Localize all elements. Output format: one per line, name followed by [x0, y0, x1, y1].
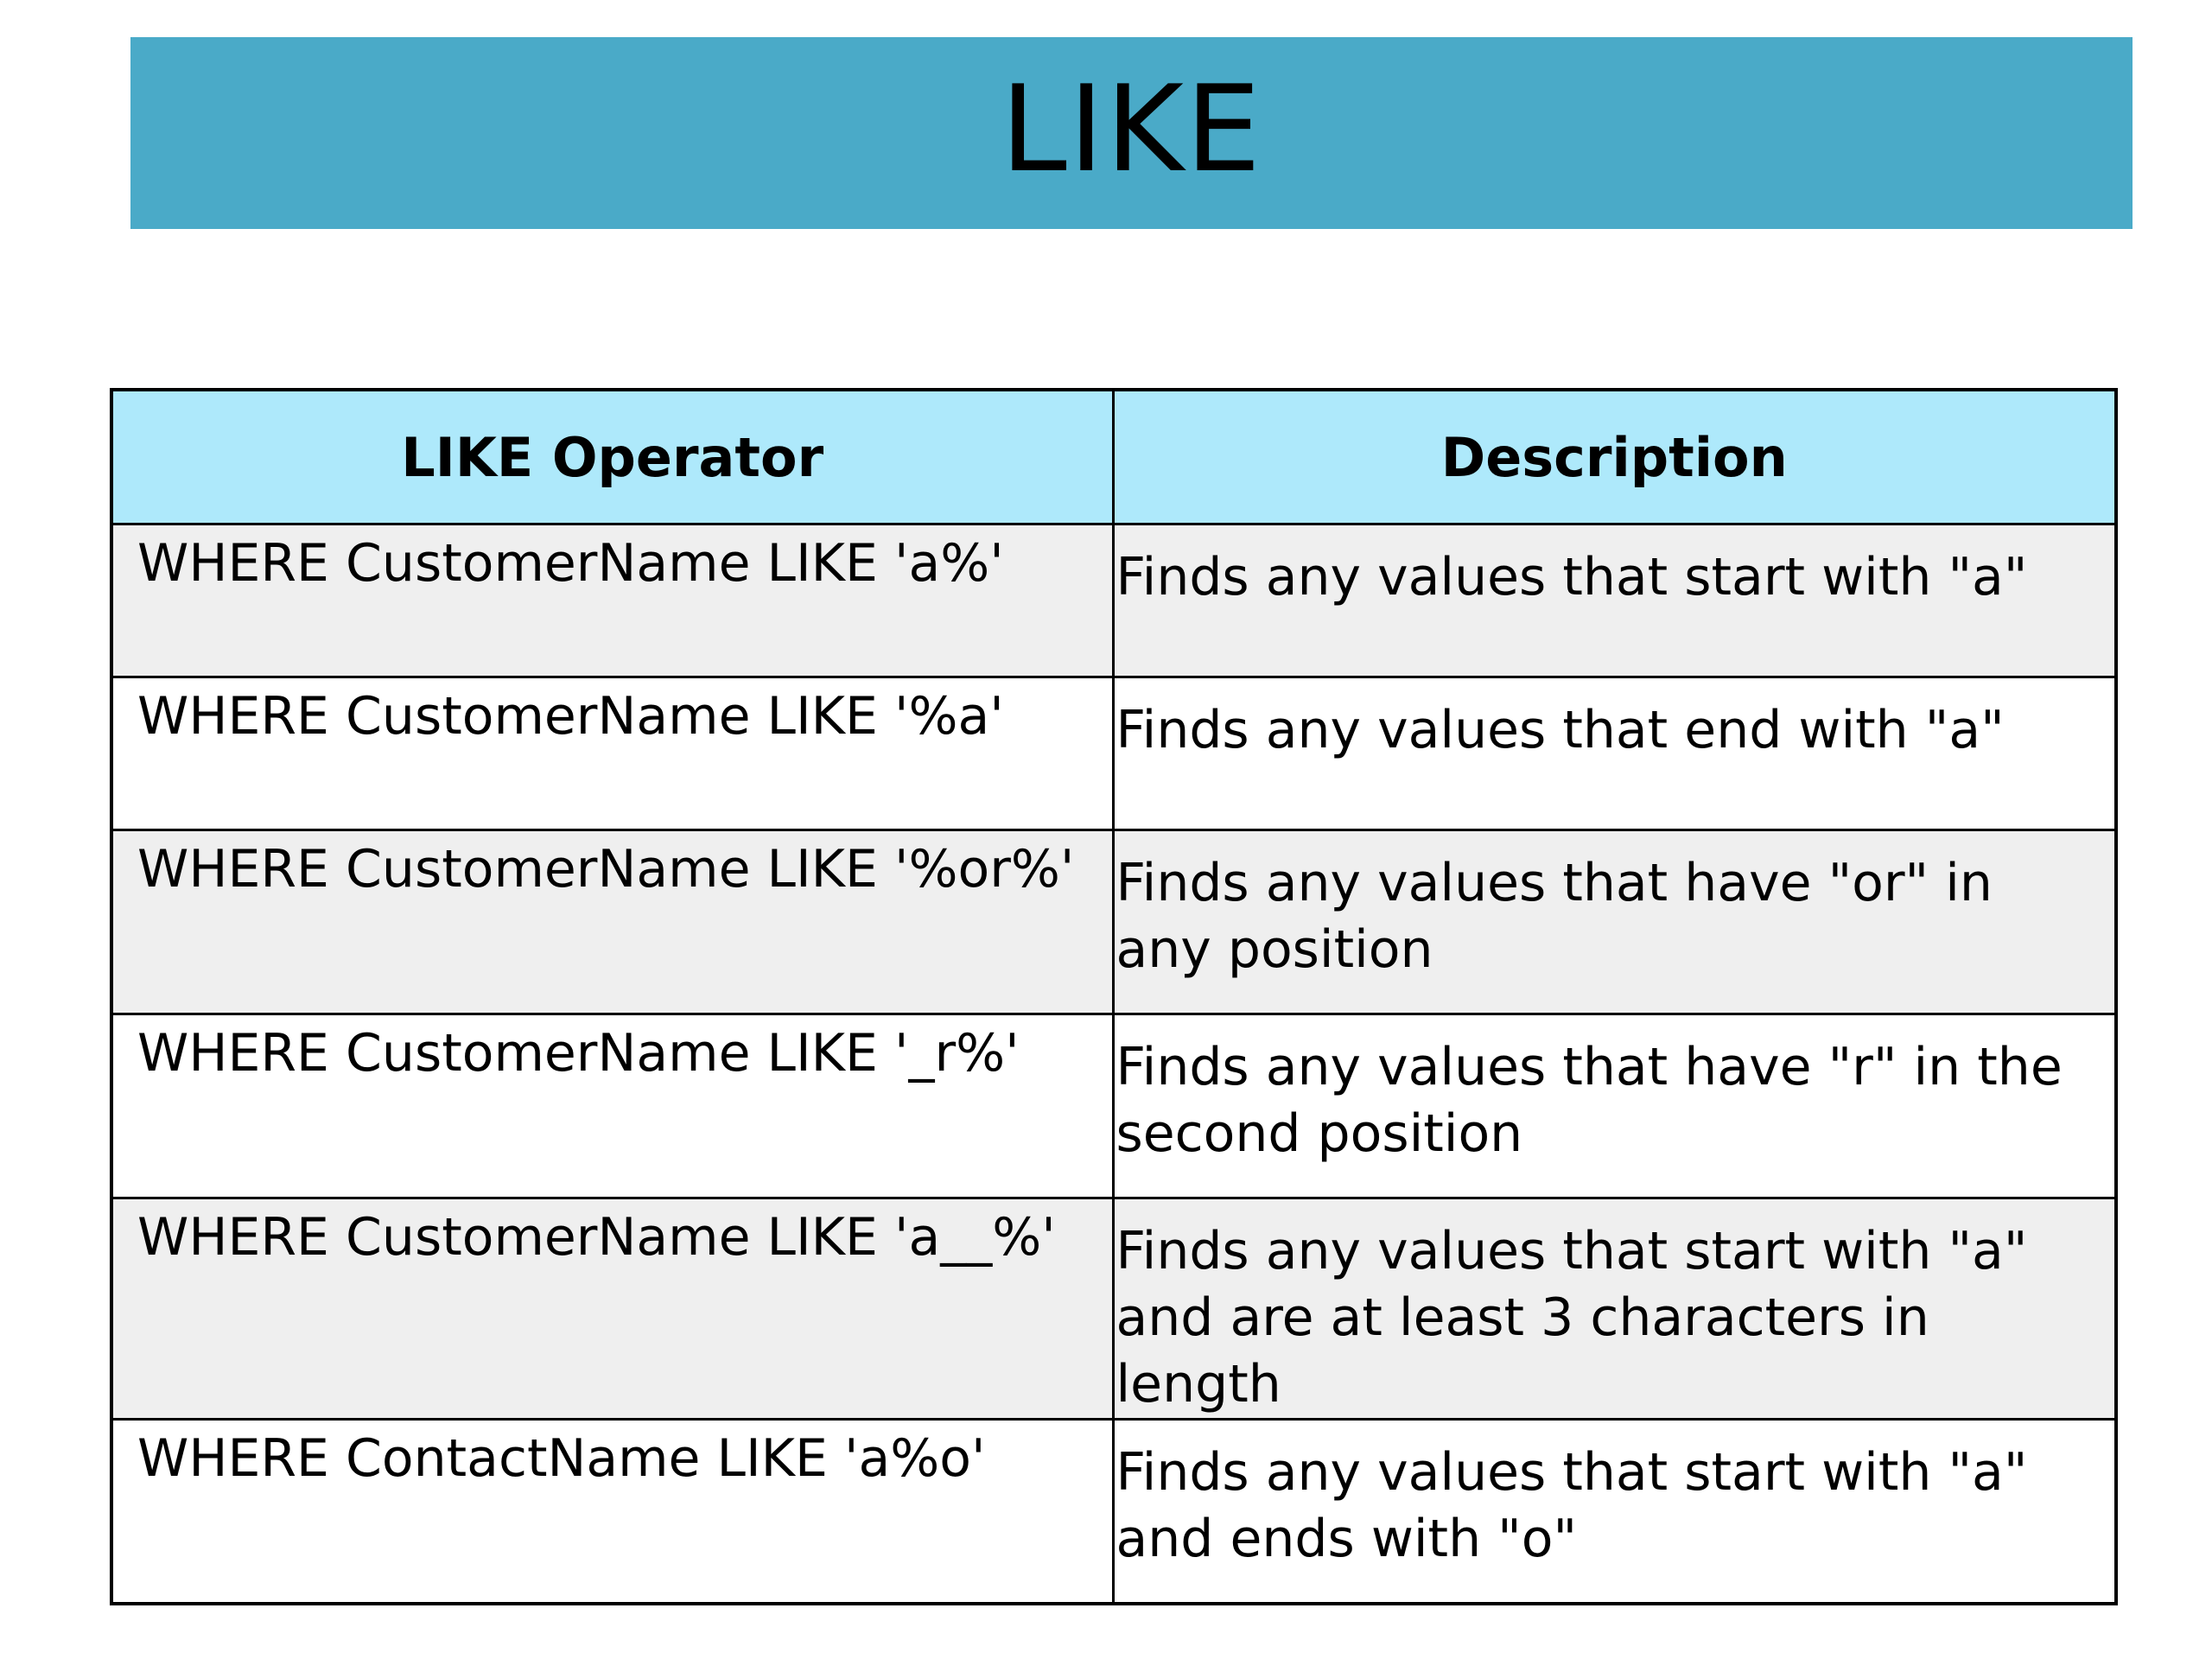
operator-cell: WHERE CustomerName LIKE '%or%' — [111, 830, 1113, 1014]
table-row — [111, 1420, 2116, 1605]
table-row — [111, 1198, 2116, 1420]
description-cell: Finds any values that end with "a" — [1113, 677, 2116, 830]
page-title: LIKE — [1000, 60, 1263, 199]
table-header-row — [111, 390, 2116, 524]
description-cell: Finds any values that have "or" in any position — [1113, 830, 2116, 1014]
description-cell: Finds any values that start with "a" — [1113, 524, 2116, 677]
table-row — [111, 524, 2116, 677]
like-operator-table — [110, 388, 2118, 1605]
table-row — [111, 677, 2116, 830]
description-cell: Finds any values that start with "a" and ends with "o" — [1113, 1420, 2116, 1605]
column-header-description: Description — [1113, 390, 2116, 524]
table-row — [111, 830, 2116, 1014]
operator-cell: WHERE CustomerName LIKE '%a' — [111, 677, 1113, 830]
operator-cell: WHERE CustomerName LIKE 'a%' — [111, 524, 1113, 677]
column-header-operator: LIKE Operator — [111, 390, 1113, 524]
operator-cell: WHERE CustomerName LIKE 'a__%' — [111, 1198, 1113, 1420]
operator-cell: WHERE CustomerName LIKE '_r%' — [111, 1014, 1113, 1198]
operator-cell: WHERE ContactName LIKE 'a%o' — [111, 1420, 1113, 1605]
title-bar — [130, 37, 2133, 229]
description-cell: Finds any values that start with "a" and are at least 3 characters in length — [1113, 1198, 2116, 1420]
description-cell: Finds any values that have "r" in the second position — [1113, 1014, 2116, 1198]
table-row — [111, 1014, 2116, 1198]
